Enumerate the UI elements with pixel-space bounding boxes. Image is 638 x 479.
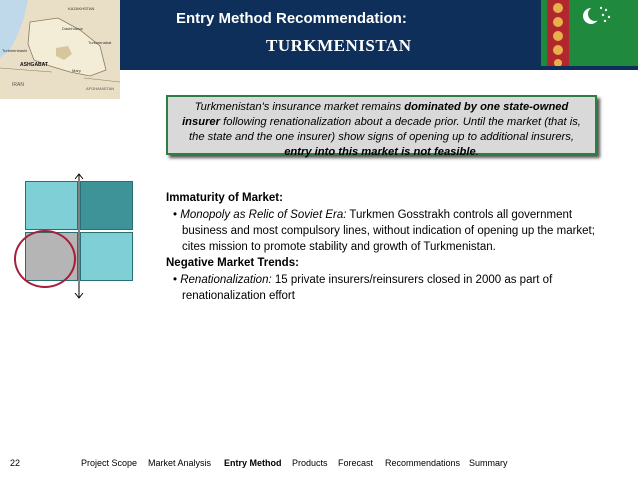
map-label-turkmenbashi: Turkmenbashi — [2, 48, 28, 53]
country-title: TURKMENISTAN — [266, 36, 412, 55]
footer-nav-bar — [0, 455, 638, 471]
bullet-text-monopoly: Turkmen Gosstrakh controls all government business and most compulsory lines, without indication of opening up the market; cites mission to promote stability and growth of Turkmenistan. — [182, 209, 595, 253]
callout-text-1: Turkmenistan's insurance market remains — [194, 101, 405, 113]
map-label-afghanistan: AFGHANISTAN — [86, 86, 115, 91]
section-heading-trends: Negative Market Trends: — [166, 257, 299, 269]
section-heading-immaturity: Immaturity of Market: — [166, 192, 283, 204]
map-label-turkmenabat: Turkmenabat — [88, 40, 112, 45]
map-label-mary: Mary — [72, 68, 81, 73]
slide-content — [166, 190, 596, 304]
slide-title: Entry Method Recommendation: — [176, 10, 407, 27]
turkmenistan-map-image — [0, 0, 120, 99]
map-label-ashgabat: ASHGABAT — [20, 62, 48, 68]
key-finding-callout — [166, 95, 597, 158]
callout-emphasis-2: entry into this market is not feasible — [284, 146, 476, 158]
callout-text-3: . — [475, 146, 479, 158]
highlight-circle — [14, 230, 76, 288]
vertical-double-arrow-icon — [73, 172, 85, 300]
callout-emphasis-1: dominated by one state-owned insurer — [182, 101, 569, 128]
turkmenistan-flag-image — [541, 0, 638, 66]
bullet-label-monopoly: Monopoly as Relic of Soviet Era: — [180, 209, 347, 221]
bullet-text-renationalization: 15 private insurers/reinsurers closed in 2000 as part of renationalization effort — [182, 274, 553, 302]
matrix-cell-bottom-right — [80, 232, 133, 281]
nav-products[interactable]: Products — [292, 458, 328, 468]
nav-market-analysis[interactable]: Market Analysis — [148, 458, 212, 468]
map-label-kazakhstan: KAZAKHSTAN — [68, 6, 95, 11]
nav-recommendations[interactable]: Recommendations — [385, 458, 461, 468]
matrix-cell-top-right — [80, 181, 133, 230]
bullet-renationalization: • Renationalization: 15 private insurers/reinsurers closed in 2000 as part of renationalization effort — [173, 274, 553, 302]
nav-summary[interactable]: Summary — [469, 458, 508, 468]
nav-forecast[interactable]: Forecast — [338, 458, 374, 468]
nav-entry-method[interactable]: Entry Method — [224, 458, 282, 468]
page-number: 22 — [10, 458, 21, 468]
map-label-dashhowuz: Dashhowuz — [62, 26, 83, 31]
bullet-label-renationalization: Renationalization: — [180, 274, 272, 286]
bullet-monopoly: • Monopoly as Relic of Soviet Era: Turkmen Gosstrakh controls all government business and most compulsory lines, without indication of opening up the market; cites mission to promote stability and growth of Turkmenistan. — [173, 209, 595, 253]
matrix-cell-top-left — [25, 181, 78, 230]
callout-text-2: following renationalization about a decade prior. Until the market (that is, the state and the one insurer) show signs of opening up to additional insurers, — [189, 116, 581, 143]
nav-project-scope[interactable]: Project Scope — [81, 458, 138, 468]
map-label-iran: IRAN — [12, 82, 24, 88]
